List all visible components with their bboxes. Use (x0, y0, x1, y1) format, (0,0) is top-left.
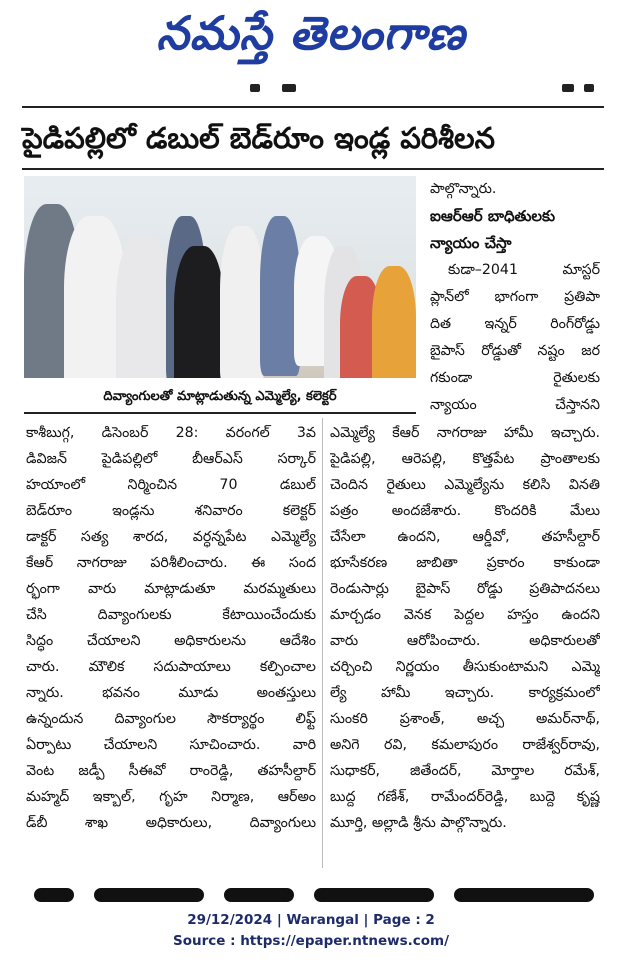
text-line: డివిజన్ పైడిపల్లిలో బీఆర్ఎస్ సర్కార్ (26, 451, 316, 467)
text-line: చెందిన రైతులు ఎమ్మెల్యేను కలిసి వినతి (330, 477, 600, 493)
text-line: పత్రం అందజేశారు. కొందరికి మేలు (330, 503, 600, 519)
article-right-column (330, 420, 600, 836)
text-line: కేఆర్ నాగరాజు పరిశీలించారు. ఈ సంద (26, 555, 316, 571)
headline-top-rule (22, 106, 604, 108)
footer-date-edition: 29/12/2024 | Warangal | Page : 2 (187, 912, 435, 928)
article-left-column (26, 420, 316, 836)
text-line: వెంట జడ్పీ సీఈవో రాంరెడ్డి, తహసీల్దార్ (26, 763, 316, 779)
text-line: సుంకరి ప్రశాంత్, అచ్చ అమర్‌నాథ్, (330, 711, 600, 727)
news-photo (24, 176, 416, 378)
text-line: న్యాయం చేస్తానని (430, 397, 600, 413)
text-line: బుద్ద గణేశ్, రామేందర్‌రెడ్డి, బుద్దె కృష్ణ (330, 789, 600, 805)
cropped-text-fragment (24, 84, 598, 96)
text-line: ప్లాన్‌లో భాగంగా ప్రతిపా (430, 289, 600, 305)
text-line: చేసేలా ఉందని, ఆర్డీవో, తహసీల్దార్ (330, 529, 600, 545)
text-line: పైడిపల్లి, ఆరెపల్లి, కొత్తపేట ప్రాంతాలకు (330, 451, 600, 467)
text-line: మహ్మద్ ఇక్బాల్, గృహ నిర్మాణ, ఆర్అం (26, 789, 316, 805)
headline-bottom-rule (22, 168, 604, 170)
cropped-next-headline (24, 880, 598, 906)
text-line: ఉన్నందున దివ్యాంగుల సౌకర్యార్థం లిఫ్ట్ (26, 711, 316, 727)
text-line: డాక్టర్ సత్య శారద, వర్ధన్నపేట ఎమ్మెల్యే (26, 529, 316, 545)
text-line: బైపాస్ రోడ్డుతో నష్టం జర (430, 343, 600, 359)
newspaper-masthead: నమస్తే తెలంగాణ (156, 6, 466, 60)
text-line: చేసి దివ్యాంగులకు కేటాయించేందుకు (26, 607, 316, 623)
text-line: సిద్ధం చేయాలని అధికారులను ఆదేశిం (26, 633, 316, 649)
text-line: రెండుసార్లు బైపాస్ రోడ్డు ప్రతిపాదనలు (330, 581, 600, 597)
text-line: అనిగె రవి, కమలాపురం రాజేశ్వర్‌రావు, (330, 737, 600, 753)
text-line: ఎమ్మెల్యే కేఆర్ నాగరాజు హామీ ఇచ్చారు. (330, 425, 600, 441)
text-line: భూసేకరణ జాబితా ప్రకారం కాకుండా (330, 555, 600, 571)
photo-caption: దివ్యాంగులతో మాట్లాడుతున్న ఎమ్మెల్యే, కలెక్టర్ (24, 382, 416, 414)
text-line: సుధాకర్, జితేందర్, మోర్తాల రమేశ్, (330, 763, 600, 779)
text-line: బెడ్‌రూం ఇండ్లను శనివారం కలెక్టర్ (26, 503, 316, 519)
text-line: గకుండా రైతులకు (430, 370, 600, 386)
text-line: పాల్గొన్నారు. (430, 181, 497, 197)
text-line: దిత ఇన్నర్ రింగ్‌రోడ్డు (430, 316, 600, 332)
text-line: వారు ఆరోపించారు. అధికారులతో (330, 633, 600, 649)
text-line: హయాంలో నిర్మించిన 70 డబుల్ (26, 477, 316, 493)
subheading: న్యాయం చేస్తా (430, 234, 512, 252)
column-divider (322, 418, 323, 868)
text-line: మార్చడం వెనక పెద్దల హస్తం ఉందని (330, 607, 600, 623)
footer-source: Source : https://epaper.ntnews.com/ (172, 933, 450, 949)
article-headline: పైడిపల్లిలో డబుల్ బెడ్‌రూం ఇండ్ల పరిశీలన (22, 121, 495, 155)
text-line: ల్యే హామీ ఇచ్చారు. కార్యక్రమంలో (330, 685, 600, 701)
text-line: ఏర్పాటు చేయాలని సూచించారు. వారి (26, 737, 316, 753)
subheading: ఐఆర్ఆర్ బాధితులకు (430, 207, 556, 225)
page-footer (0, 910, 622, 952)
text-line: కుడా–2041 మాస్టర్ (448, 262, 600, 278)
text-line: చర్చించి నిర్ణయం తీసుకుంటామని ఎమ్మె (330, 659, 600, 675)
article-right-top-column (430, 176, 600, 419)
text-line: కాశీబుగ్గ, డిసెంబర్ 28: వరంగల్ 3వ (26, 425, 316, 441)
text-line: చారు. మౌలిక సదుపాయాలు కల్పించాల (26, 659, 316, 675)
text-line: ర్భంగా వారు మాట్లాడుతూ మరమ్మతులు (26, 581, 316, 597)
text-line: మూర్తి, అల్లాడి శ్రీను పాల్గొన్నారు. (330, 815, 507, 831)
text-line: డ్‌బీ శాఖ అధికారులు, దివ్యాంగులు (26, 815, 316, 831)
text-line: న్నారు. భవనం మూడు అంతస్తులు (26, 685, 316, 701)
